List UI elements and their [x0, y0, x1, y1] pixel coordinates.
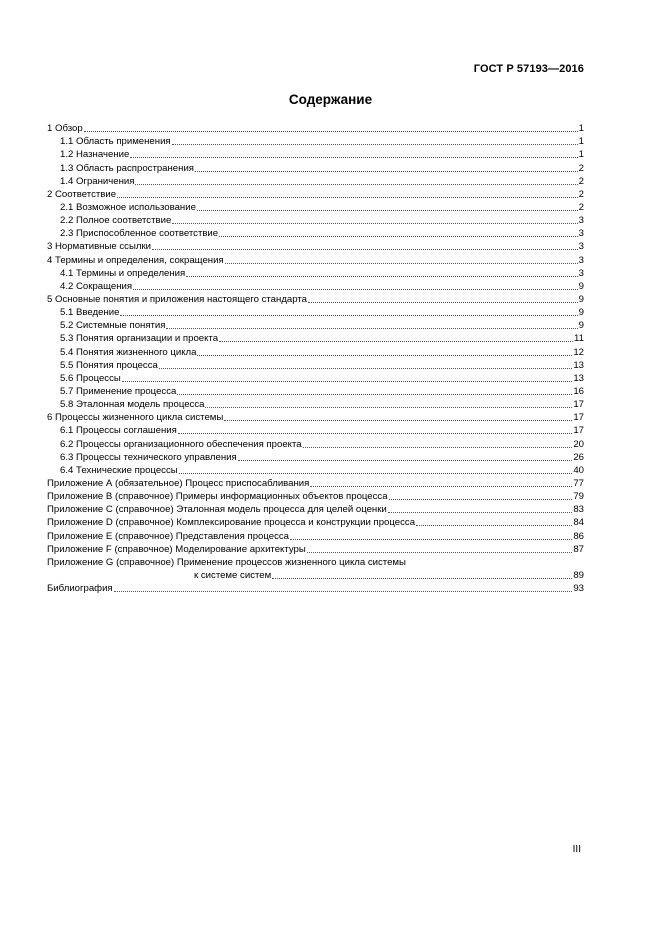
dot-leader — [307, 539, 573, 553]
toc-entry-page: 3 — [578, 215, 584, 227]
dot-leader — [186, 263, 577, 277]
toc-entry-title: Приложение Е (справочное) Представления процесса — [47, 530, 290, 542]
toc-entry-title: 6.4 Технические процессы — [60, 464, 178, 476]
toc-entry-title: 1.4 Ограничения — [60, 175, 135, 187]
toc-entry-page: 9 — [578, 307, 584, 319]
toc-entry-page: 2 — [578, 162, 584, 174]
toc-entry-page: 1 — [578, 149, 584, 161]
toc-entry-title: 5 Основные понятия и приложения настоящего стандарта — [47, 293, 307, 305]
toc-entry-title: 3 Нормативные ссылки — [47, 241, 152, 253]
toc-entry-page: 17 — [573, 412, 584, 424]
toc-entry-page: 26 — [573, 451, 584, 463]
toc-entry-title: 2.1 Возможное использование — [60, 201, 196, 213]
dot-leader — [219, 328, 573, 342]
dot-leader — [389, 486, 573, 500]
dot-leader — [114, 578, 573, 592]
toc-entry[interactable] — [47, 543, 584, 556]
toc-entry-title: Приложение F (справочное) Моделирование архитектуры — [47, 543, 306, 555]
dot-leader — [195, 158, 578, 172]
page-number-footer: III — [572, 844, 581, 855]
toc-entry-title: 6 Процессы жизненного цикла системы — [47, 412, 224, 424]
toc-entry-page: 12 — [573, 346, 584, 358]
dot-leader — [135, 171, 577, 185]
toc-entry-page: 9 — [578, 293, 584, 305]
toc-entry-title: 6.3 Процессы технического управления — [60, 451, 237, 463]
toc-entry-page: 93 — [573, 583, 584, 595]
document-header: ГОСТ Р 57193—2016 — [473, 63, 584, 75]
toc-entry-page: 77 — [573, 477, 584, 489]
toc-entry-page: 3 — [578, 241, 584, 253]
toc-entry-title: Приложение В (справочное) Примеры информационных объектов процесса — [47, 491, 388, 503]
toc-entry-title: 6.1 Процессы соглашения — [60, 425, 177, 437]
toc-entry-appendix-g-line1[interactable]: Приложение G (справочное) Применение процессов жизненного цикла системы — [47, 556, 406, 568]
toc-entry-title: 2 Соответствие — [47, 188, 117, 200]
toc-entry-title: 1.3 Область распространения — [60, 162, 194, 174]
dot-leader — [290, 526, 572, 540]
toc-entry-title: 2.2 Полное соответствие — [60, 215, 172, 227]
toc-entry-title: 5.3 Понятия организации и проекта — [60, 333, 219, 345]
dot-leader — [308, 289, 578, 303]
toc-entry-page: 11 — [574, 333, 584, 345]
toc-entry-page: 84 — [573, 517, 584, 529]
dot-leader — [178, 420, 573, 434]
toc-entry-bibliography[interactable] — [47, 582, 584, 595]
toc-entry-page: 20 — [573, 438, 584, 450]
toc-entry-title: Приложение С (справочное) Эталонная модель процесса для целей оценки — [47, 504, 387, 516]
toc-entry-title: Библиография — [47, 583, 113, 595]
toc-entry-title: 5.1 Введение — [60, 307, 120, 319]
toc-entry-title: 5.7 Применение процесса — [60, 385, 177, 397]
toc-entry-page: 2 — [578, 201, 584, 213]
dot-leader — [388, 499, 573, 513]
toc-entry-page: 87 — [573, 543, 584, 555]
dot-leader — [303, 434, 573, 448]
dot-leader — [166, 315, 577, 329]
dot-leader — [272, 565, 572, 579]
dot-leader — [177, 381, 572, 395]
dot-leader — [219, 223, 578, 237]
toc-entry-page: 3 — [578, 254, 584, 266]
dot-leader — [172, 210, 577, 224]
toc-entry-page: 16 — [573, 385, 584, 397]
toc-entry-title: 5.2 Системные понятия — [60, 320, 166, 332]
dot-leader — [416, 512, 572, 526]
toc-entry-page: 40 — [573, 464, 584, 476]
dot-leader — [152, 236, 578, 250]
dot-leader — [224, 407, 572, 421]
toc-entry-title: 4 Термины и определения, сокращения — [47, 254, 224, 266]
toc-entry-title: 1 Обзор — [47, 123, 83, 135]
dot-leader — [197, 342, 572, 356]
toc-entry-title: Приложение А (обязательное) Процесс приспосабливания — [47, 477, 310, 489]
dot-leader — [172, 131, 578, 145]
toc-entry-page: 83 — [573, 504, 584, 516]
dot-leader — [197, 197, 578, 211]
toc-entry-title: 1.1 Область применения — [60, 136, 171, 148]
toc-entry-title: 1.2 Назначение — [60, 149, 130, 161]
toc-entry-title: 4.1 Термины и определения — [60, 267, 186, 279]
toc-entry-page: 17 — [573, 425, 584, 437]
toc-entry-page: 86 — [573, 530, 584, 542]
toc-entry-page: 3 — [578, 228, 584, 240]
toc-entry-title: к системе систем — [194, 569, 272, 581]
toc-entry-page: 2 — [578, 188, 584, 200]
dot-leader — [117, 184, 578, 198]
toc-entry-page: 3 — [578, 267, 584, 279]
toc-entry-title: Приложение D (справочное) Комплексирование процесса и конструкции процесса — [47, 517, 416, 529]
dot-leader — [120, 302, 577, 316]
toc-entry-title: 2.3 Приспособленное соответствие — [60, 228, 219, 240]
toc-entry-title: 5.4 Понятия жизненного цикла — [60, 346, 197, 358]
dot-leader — [225, 250, 578, 264]
dot-leader — [133, 276, 578, 290]
dot-leader — [179, 460, 573, 474]
toc-entry-title: 5.6 Процессы — [60, 372, 121, 384]
table-of-contents — [47, 122, 584, 595]
toc-entry-title: 6.2 Процессы организационного обеспечения проекта — [60, 438, 302, 450]
dot-leader — [205, 394, 572, 408]
toc-entry-page: 13 — [573, 359, 584, 371]
toc-entry-page: 9 — [578, 320, 584, 332]
dot-leader — [122, 368, 573, 382]
toc-entry-page: 79 — [573, 491, 584, 503]
toc-entry-page: 1 — [578, 136, 584, 148]
toc-entry-page: 89 — [573, 569, 584, 581]
toc-entry-page: 17 — [573, 399, 584, 411]
toc-entry-page: 9 — [578, 280, 584, 292]
toc-entry-title: 5.5 Понятия процесса — [60, 359, 158, 371]
dot-leader — [130, 144, 577, 158]
dot-leader — [84, 118, 578, 132]
toc-entry-title: 5.8 Эталонная модель процесса — [60, 399, 205, 411]
dot-leader — [159, 355, 572, 369]
dot-leader — [238, 447, 573, 461]
dot-leader — [310, 473, 572, 487]
toc-title: Содержание — [288, 92, 373, 107]
toc-entry-page: 13 — [573, 372, 584, 384]
toc-entry-title: 4.2 Сокращения — [60, 280, 133, 292]
toc-entry-page: 2 — [578, 175, 584, 187]
toc-entry-page: 1 — [578, 123, 584, 135]
